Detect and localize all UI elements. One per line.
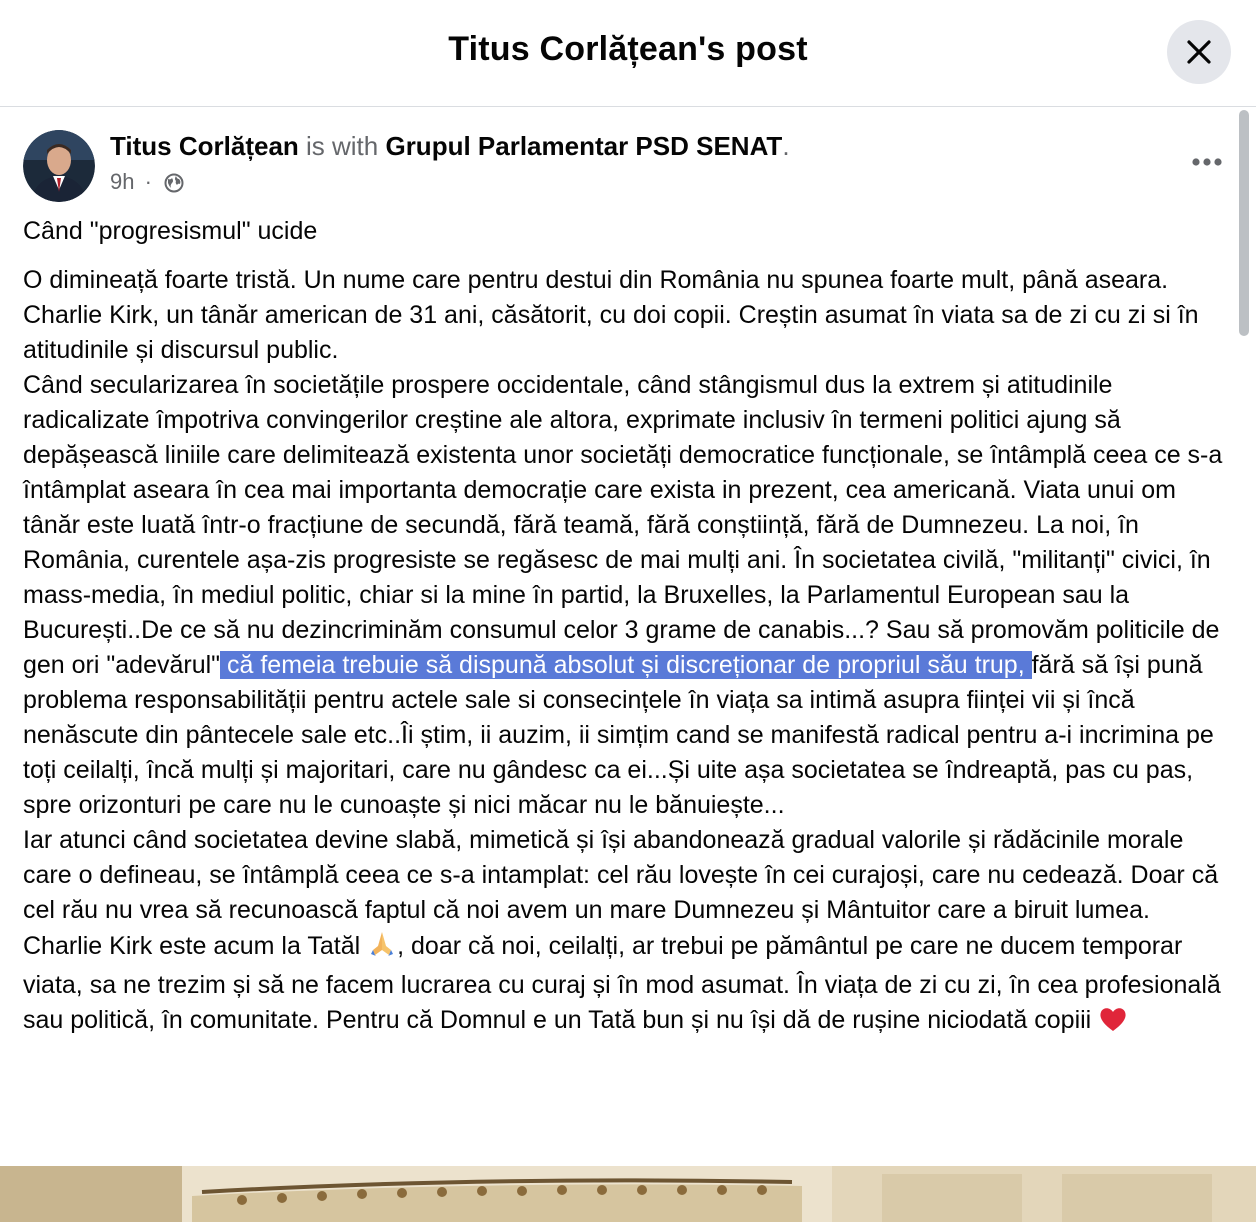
post-paragraph-1: O dimineață foarte tristă. Un nume care pentru destui din România nu spunea foarte mult, până aseara. Charlie Kirk, un tânăr american de 31 ani, căsătorit, cu doi copii. Creștin asumat în viata sa de zi cu zi si în atitudinile și discursul public.: [23, 266, 1199, 364]
post-photo[interactable]: [0, 1166, 1256, 1222]
paragraph-2-text: Când secularizarea în societățile prospere occidentale, când stângismul dus la extrem și atitudinile radicalizate împotriva convingerilor creștine ale altora, exprimate inclusiv în termeni politici ajung să depășească liniile care delimitează existenta unor societăți democratice funcționale, se întâmplă ceea ce s-a întâmplat aseara în cea mai importanta democrație care exista in prezent, cea americană. Viata unui om tânăr este luată într-o fracțiune de secundă, fără teamă, fără conștiință, fără de Dumnezeu. La noi, în România, curentele așa-zis progresiste se regăsesc de mai mulți ani. În societatea civilă, "militanți" civici, în mass-media, în mediul politic, chiar si la mine în partid, la Bruxelles, la Parlamentul European sau la București..De ce să nu dezincriminăm consumul celor 3 grame de canabis...? Sau să promovăm politicile de gen ori "adevărul": [23, 371, 1223, 679]
author-name[interactable]: Titus Corlățean: [110, 131, 299, 161]
globe-icon[interactable]: [164, 172, 184, 200]
paragraph-4-text: Charlie Kirk este acum la Tatăl: [23, 932, 368, 960]
scrollbar-thumb[interactable]: [1239, 110, 1249, 336]
dialog-header: [0, 0, 1256, 107]
post-time[interactable]: 9h: [110, 169, 135, 194]
is-with-label: is with: [298, 131, 386, 161]
post-meta: [110, 168, 184, 200]
author-line: [110, 130, 790, 162]
more-options-button[interactable]: [1180, 142, 1234, 182]
red-heart-emoji: [1098, 1005, 1128, 1043]
post-body: [23, 214, 1238, 1043]
group-name[interactable]: Grupul Parlamentar PSD SENAT: [385, 131, 783, 161]
paragraph-4-text-after: , doar că noi, ceilalți, ar trebui pe pământul pe care ne ducem temporar viata, sa ne trezim și să ne facem lucrarea cu curaj și în mod asumat. În viața de zi cu zi, în cea profesională sau politică, în comunitate. Pentru că Domnul e un Tată bun și nu își dă de rușine niciodată copiii: [23, 932, 1221, 1034]
post-paragraph-3: Iar atunci când societatea devine slabă, mimetică și își abandonează gradual valorile și rădăcinile morale care o defineau, se întâmplă ceea ce s-a intamplat: cel rău lovește în cei curajoși, care nu cedează. Doar că cel rău nu vrea să recunoască faptul că noi avem un mare Dumnezeu și Mântuitor care a biruit lumea.: [23, 826, 1219, 924]
more-options-icon: [1180, 142, 1234, 182]
close-button[interactable]: [1167, 20, 1231, 84]
scrollbar[interactable]: [1237, 108, 1251, 1168]
paragraph-2-text-after: fără să își pună problema responsabilității pentru actele sale si consecințele în viața sa intimă asupra ființei vii și încă nenăscute din pântecele sale etc..Îi știm, ii auzim, ii simțim cand se manifestă radical pentru a-i incrimina pe toți ceilalți, încă mulți și majoritari, care nu gândesc ca ei...Și uite așa societatea se îndreaptă, pas cu pas, spre orizonturi pe care nu le cunoaște și nici măcar nu le bănuiește...: [23, 651, 1214, 819]
photo-main-panel: [182, 1166, 1256, 1222]
photo-left-panel: [0, 1166, 182, 1222]
meta-separator: ·: [144, 169, 152, 194]
close-icon: [1185, 38, 1213, 66]
post-title-line: Când "progresismul" ucide: [23, 217, 318, 245]
author-avatar[interactable]: [23, 130, 95, 202]
selected-text[interactable]: că femeia trebuie să dispună absolut și discreționar de propriul său trup,: [220, 651, 1032, 679]
post-paragraph-2: [23, 368, 1238, 823]
group-suffix: .: [782, 131, 790, 161]
folded-hands-emoji: [367, 928, 397, 968]
post-paragraph-4: [23, 928, 1238, 1043]
dialog-title: Titus Corlățean's post: [448, 30, 808, 68]
